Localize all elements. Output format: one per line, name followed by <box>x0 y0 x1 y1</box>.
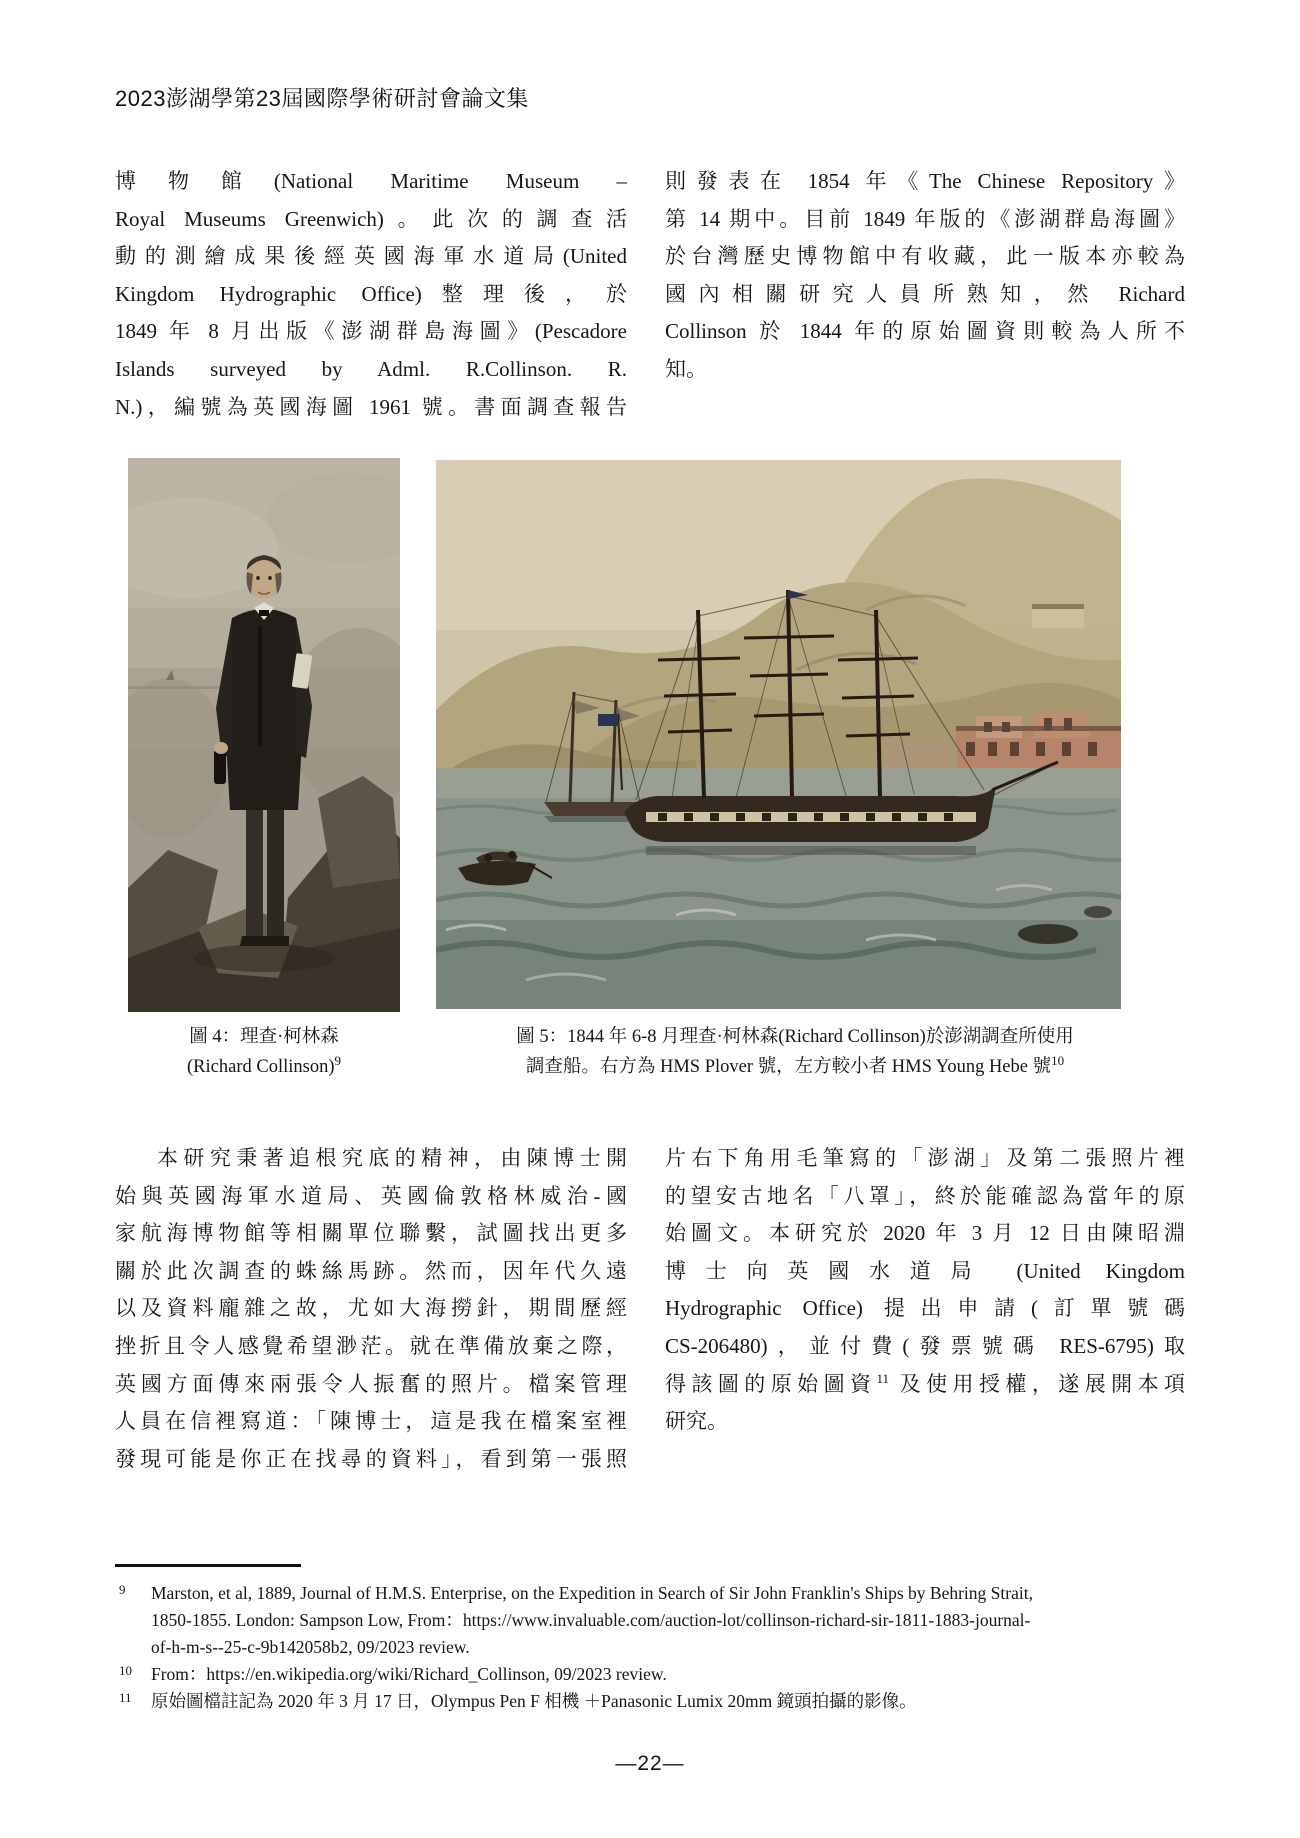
footnote-10-text: From：https://en.wikipedia.org/wiki/Richard_Collinson, 09/2023 review. <box>151 1664 667 1684</box>
body-line: N.)，編號為英國海圖 1961 號。書面調查報告 <box>115 394 627 419</box>
page-number: —22— <box>615 1752 685 1775</box>
top-right-column <box>665 163 1185 389</box>
body-line: 博士向英國水道局 (United Kingdom <box>665 1258 1185 1283</box>
footnote-ref-9: 9 <box>334 1052 341 1068</box>
body-text: 得該圖的原始圖資 <box>665 1371 877 1396</box>
body-text: 及使用授權，遂展開本項 <box>889 1371 1186 1396</box>
footnote-11-marker: 11 <box>119 1690 132 1705</box>
bottom-left-column <box>115 1140 627 1478</box>
body-line: Kingdom Hydrographic Office)整理後，於 <box>115 281 627 306</box>
body-line: 動的測繪成果後經英國海軍水道局(United <box>115 244 627 269</box>
body-line: 人員在信裡寫道：「陳博士，這是我在檔案室裡 <box>115 1409 627 1434</box>
body-line: 以及資料龐雜之故，尤如大海撈針，期間歷經 <box>115 1296 627 1321</box>
body-line: Collinson 於 1844 年的原始圖資則較為人所不 <box>665 319 1185 344</box>
body-line: 關於此次調查的蛛絲馬跡。然而，因年代久遠 <box>115 1258 627 1283</box>
footnote-ref-10: 10 <box>1051 1052 1065 1068</box>
body-line: CS-206480)，並付費(發票號碼 RES-6795)取 <box>665 1333 1185 1358</box>
body-line: 1849 年 8 月出版《澎湖群島海圖》(Pescadore <box>115 319 627 344</box>
body-line: 的望安古地名「八罩」，終於能確認為當年的原 <box>665 1183 1185 1208</box>
footnote-9-text: 1850-1855. London: Sampson Low, From：https://www.invaluable.com/auction-lot/collinson-richard-sir-1811-1883-journal- <box>151 1610 1031 1630</box>
figure5-caption-text: 調查船。右方為 HMS Plover 號，左方較小者 HMS Young Hebe 號 <box>525 1057 1052 1077</box>
body-line <box>665 1366 1185 1404</box>
footnote-divider <box>115 1564 301 1567</box>
figure5-caption-line2 <box>455 1052 1135 1082</box>
footnote-9-text: Marston, et al, 1889, Journal of H.M.S. Enterprise, on the Expedition in Search of Sir John Franklin's Ships by Behring Strait, <box>151 1583 1033 1603</box>
figure4-caption-line1: 圖 4：理查·柯林森 <box>189 1027 339 1047</box>
figure4-caption <box>128 1022 400 1082</box>
body-line: 本研究秉著追根究底的精神，由陳博士開 <box>157 1146 627 1170</box>
body-line: 研究。 <box>665 1409 728 1434</box>
figure5-caption-line1: 圖 5：1844 年 6-8 月理查·柯林森(Richard Collinson)於澎湖調查所使用 <box>516 1027 1074 1047</box>
figure4-caption-text: (Richard Collinson) <box>187 1057 335 1077</box>
body-line: 於台灣歷史博物館中有收藏，此一版本亦較為 <box>665 244 1185 269</box>
footnote-10-marker: 10 <box>119 1663 132 1678</box>
body-line: 國內相關研究人員所熟知，然 Richard <box>665 281 1185 306</box>
footnote-10-line <box>115 1661 1195 1688</box>
body-line: 始與英國海軍水道局、英國倫敦格林威治-國 <box>115 1183 627 1208</box>
body-line: 博物館(National Maritime Museum – <box>115 169 627 193</box>
body-line: Islands surveyed by Adml. R.Collinson. R. <box>115 356 627 381</box>
figure4-caption-line2 <box>128 1052 400 1082</box>
footnote-9-line2 <box>115 1607 1195 1634</box>
figure4-portrait-image <box>128 458 400 1012</box>
footnote-11-text: 原始圖檔註記為 2020 年 3 月 17 日，Olympus Pen F 相機 ＋Panasonic Lumix 20mm 鏡頭拍攝的影像。 <box>151 1691 917 1711</box>
footnote-9-marker: 9 <box>119 1582 126 1597</box>
body-line: 則發表在 1854 年《The Chinese Repository》 <box>665 169 1185 193</box>
portrait-illustration <box>128 458 400 1012</box>
top-left-column <box>115 163 627 426</box>
body-line: 第 14 期中。目前 1849 年版的《澎湖群島海圖》 <box>665 206 1185 231</box>
page-header: 2023澎湖學第23屆國際學術研討會論文集 <box>115 86 529 111</box>
figure5-caption <box>455 1022 1135 1082</box>
footnote-9-line1 <box>115 1580 1195 1607</box>
body-line: 知。 <box>665 356 707 381</box>
figure5-ships-image <box>436 460 1121 1009</box>
footnote-ref-11: 11 <box>876 1370 889 1386</box>
body-line: 片右下角用毛筆寫的「澎湖」及第二張照片裡 <box>665 1146 1185 1170</box>
ships-illustration <box>436 460 1121 1009</box>
body-line: 始圖文。本研究於 2020 年 3 月 12 日由陳昭淵 <box>665 1221 1185 1246</box>
bottom-right-column <box>665 1140 1185 1441</box>
body-line: 英國方面傳來兩張令人振奮的照片。檔案管理 <box>115 1371 627 1396</box>
body-line: Royal Museums Greenwich)。此次的調查活 <box>115 206 627 231</box>
body-line: 挫折且令人感覺希望渺茫。就在準備放棄之際， <box>115 1333 627 1358</box>
footnotes-section <box>115 1580 1195 1715</box>
footnote-9-text: of-h-m-s--25-c-9b142058b2, 09/2023 review. <box>151 1637 470 1657</box>
body-line: Hydrographic Office) 提出申請(訂單號碼 <box>665 1296 1185 1321</box>
body-line: 家航海博物館等相關單位聯繫，試圖找出更多 <box>115 1221 627 1246</box>
body-line: 發現可能是你正在找尋的資料」，看到第一張照 <box>115 1446 627 1471</box>
footnote-11-line <box>115 1688 1195 1715</box>
footnote-9-line3 <box>115 1634 1195 1661</box>
